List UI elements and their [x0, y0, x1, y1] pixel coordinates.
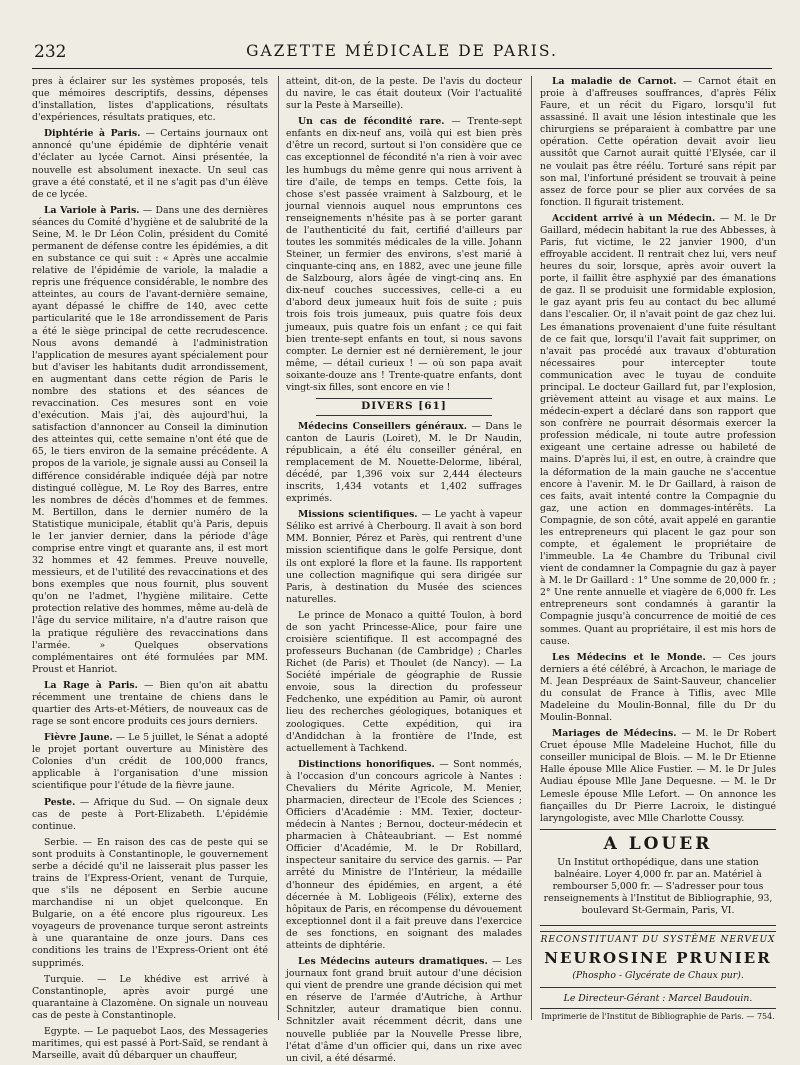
neurosine-formula: (Phospho - Glycérate de Chaux pur). [572, 970, 744, 982]
article-text: Serbie. — En raison des cas de peste qui se sont produits à Constantinople, le gouvernement serbe a décidé qu'il ne laisserait plus passer les trains de l'Express-Orient, venant de Turquie, que s'ils ne déposent en Serbie aucune marchandise ni un objet quelconque. En Bulgarie, on a été encore plus rigoureux. Les voyageurs de provenance turque seront astreints à une quarantaine de onze jours. Dans ces conditions les trains de l'Express-Orient ont été supprimés. [32, 836, 268, 969]
a-louer-ad [540, 829, 776, 926]
article-paragraph [32, 1026, 268, 1062]
article-text: — Ces jours derniers a été célébré, à Arcachon, le mariage de M. Jean Despréaux de Saint-Sauveur, chancelier du consulat de France à Tiflis, avec Mlle Madeleine du Moulin-Bonnal, fille du Dr du Moulin-Bonnal. [540, 651, 777, 724]
article-title: Diphtérie à Paris. [44, 128, 141, 140]
page-header [32, 40, 772, 69]
column-rule [278, 76, 279, 1020]
article-paragraph [540, 76, 776, 209]
article-text: — Dans le canton de Lauris (Loiret), M. le Dr Naudin, républicain, a été élu conseiller général, en remplacement de M. Nouette-Delorme, libéral, décédé, par 1,396 voix sur 2,444 électeurs inscrits, 1,434 votants et 1,402 suffrages exprimés. [286, 420, 522, 505]
article-paragraph [32, 76, 268, 124]
article-text: — M. le Dr Robert Cruet épouse Mlle Madeleine Huchot, fille du conseiller municipal de Blois. — M. le Dr Etienne Halle épouse Mlle Alice Fustier. — M. le Dr Jules Audiau épouse Mlle Jane Dequesne. — M. le Dr Lemesle épouse Mlle Lefort. — On annonce les fiançailles du Dr Pierre Lacroix, le distingué laryngologiste, avec Mlle Charlotte Coussy. [540, 728, 776, 824]
article-paragraph [540, 652, 776, 724]
article-paragraph [286, 76, 522, 112]
article-title: Les Médecins auteurs dramatiques. [298, 956, 488, 968]
article-title: Les Médecins et le Monde. [552, 651, 706, 663]
article-text: Turquie. — Le khédive est arrivé à Constantinople, après avoir purgé une quarantaine à Clazomène. On signale un nouveau cas de peste à Constantinople. [32, 973, 268, 1021]
article-title: Médecins Conseillers généraux. [298, 420, 468, 432]
article-paragraph [32, 680, 268, 728]
article-title: La Rage à Paris. [44, 679, 138, 691]
running-title: GAZETTE MÉDICALE DE PARIS. [246, 42, 558, 60]
article-text: — Les journaux font grand bruit autour d'une décision qui vient de prendre une grande décision qui met en réserve de l'armée d'Autriche, à Arthur Schnitzler, auteur dramatique bien connu. Schnitzler avait récemment décrit, dans une nouvelle publiée par la Nouvelle Presse libre, l'état d'âme d'un officier qui, dans un rixe avec un civil, a été désarmé. [286, 956, 523, 1064]
column-left [32, 76, 269, 1062]
page-number: 232 [34, 42, 67, 62]
article-title: Fièvre Jaune. [44, 732, 113, 744]
column-middle [286, 76, 523, 1064]
article-text: Le prince de Monaco a quitté Toulon, à bord de son yacht Princesse-Alice, pour faire une croisière scientifique. Il est accompagné des professeurs Buchanan (de Cambridge) ; Charles Richet (de Paris) et Thoulet (de Nancy). — La Société impériale de géographie de Russie envoie, sous la direction du professeur Fedchenko, une expédition au Pamir, où auront lieu des recherches géologiques, botaniques et zoologiques. Cette expédition, qui ira d'Andidchan à la frontière de l'Inde, est actuellement à Tachkend. [286, 609, 522, 754]
article-text: — Carnot était en proie à d'affreuses souffrances, d'après Félix Faure, et un récit du Figaro, lorsqu'il fut assassiné. Il avait une lésion intestinale que les chirurgiens se préparaient à combattre par une opération. Cette opération devait avoir lieu aussitôt que Carnot aurait quitté l'Elysée, car il ne voulait pas être réélu. Torturé sans répit par son mal, l'infortuné président se trouvait à peine assez de force pour se plier aux corvées de sa fonction. Il figurait tristement. [540, 76, 776, 208]
neurosine-brand: NEUROSINE PRUNIER [544, 948, 772, 967]
article-paragraph [32, 974, 268, 1022]
article-paragraph [32, 837, 268, 970]
article-text: — Bien qu'on ait abattu récemment une trentaine de chiens dans le quartier des Arts-et-Métiers, de nouveaux cas de rage se sont encore produits ces jours derniers. [32, 679, 268, 728]
article-paragraph [32, 797, 268, 833]
article-text: — Le 5 juillet, le Sénat a adopté le projet portant ouverture au Ministère des Colonies d'un crédit de 100,000 francs, applicable à l'organisation d'une mission scientifique pour l'étude de la fièvre jaune. [32, 732, 269, 792]
article-title: Missions scientifiques. [298, 509, 418, 521]
column-right [540, 76, 776, 1020]
neurosine-tagline: RECONSTITUANT DU SYSTÈME NERVEUX [540, 935, 776, 946]
article-text: — Afrique du Sud. — On signale deux cas de peste à Port-Elizabeth. L'épidémie continue. [32, 796, 268, 832]
article-title: Distinctions honorifiques. [298, 758, 435, 770]
column-right-articles [540, 76, 776, 825]
article-paragraph [32, 205, 268, 676]
article-text: atteint, dit-on, de la peste. De l'avis du docteur du navire, le cas était douteux (Voir l'actualité sur la Peste à Marseille). [286, 76, 522, 112]
article-text: — Dans une des dernières séances du Comité d'hygiène et de salubrité de la Seine, M. le Dr Léon Colin, président du Comité permanent de défense contre les épidémies, a dit en substance ce qui suit : « Après une accalmie relative de l'épidémie de variole, la maladie a repris une fréquence considérable, le nombre des atteintes, au cours de l'avant-dernière semaine, ayant dépassé le chiffre de 140, avec cette particularité que le 18e arrondissement de Paris a été le siège principal de cette recrudescence. Nous avons demandé à l'administration l'application de mesures ayant spécialement pour but d'aviser les habitants dudit arrondissement, en augmentant dans cette région de Paris le nombre des stations et des séances de revaccination. Ces mesures sont en voie d'exécution. Mais j'ai, dès aujourd'hui, la satisfaction d'annoncer au Conseil la diminution des atteintes qui, cette semaine n'ont été que de 65, le tiers environ de la semaine précédente. A propos de la variole, je signale aussi au Conseil la différence considérable indiquée déjà par notre distingué collègue, M. Le Roy des Barres, entre les nombres de décès d'hommes et de femmes. M. Bertillon, dans le dernier numéro de la Statistique municipale, établit qu'à Paris, depuis le 1er janvier dernier, dans la période d'âge comprise entre vingt et quarante ans, il est mort 32 hommes et 42 femmes. Preuve nouvelle, messieurs, et de l'utilité des revaccinations et des bons exemples que nous fournit, plus souvent qu'on ne l'admet, l'hygiène militaire. Cette protection relative des hommes, même au-delà de l'âge du service militaire, n'a d'autre raison que la pratique régulière des revaccinations dans l'armée. » Quelques observations complémentaires ont été formulées par MM. Proust et Hanriot. [32, 204, 269, 675]
article-paragraph [32, 128, 268, 200]
article-title: Un cas de fécondité rare. [298, 116, 445, 128]
directeur-gerant: Le Directeur-Gérant : Marcel Baudouin. [540, 993, 776, 1009]
imprimerie-line: Imprimerie de l'Institut de Bibliographie de Paris. — 754. [541, 1011, 775, 1021]
article-text: — M. le Dr Gaillard, médecin habitant la rue des Abbesses, à Paris, fut victime, le 22 janvier 1900, d'un effroyable accident. Il rentrait chez lui, vers neuf heures du soir, lorsque, après avoir ouvert la porte, il faillit être asphyxié par des émanations de gaz. Il se produisit une formidable explosion, le gaz ayant pris feu au contact du bec allumé dans l'escalier. Or, il n'avait point de gaz chez lui. Les émanations provenaient d'une fuite résultant de ce fait que, lorsqu'il l'avait fait supprimer, on n'avait pas procédé aux travaux d'obturation nécessaires pour intercepter toute communication avec le tuyau de conduite principal. Le docteur Gaillard fut, par l'explosion, grièvement atteint au visage et aux mains. Le médecin-expert a déclaré dans son rapport que son confrère ne pourrait désormais exercer la profession médicale, ni toute autre profession exigeant une certaine adresse ou habileté de mains. D'après lui, il est, en outre, à craindre que la déformation de la main gauche ne s'accentue encore à l'avenir. M. le Dr Gaillard, à raison de ces faits, avait intenté contre la Compagnie du gaz, une action en dommages-intérêts. La Compagnie, de son côté, avait appelé en garantie les entrepreneurs qui placent le gaz pour son compte, et également le propriétaire de l'immeuble. La 4e Chambre du Tribunal civil vient de condamner la Compagnie du gaz à payer à M. le Dr Gaillard : 1° Une somme de 20,000 fr. ; 2° Une rente annuelle et viagère de 6,000 fr. Les entrepreneurs sont condamnés à garantir la Compagnie jusqu'à concurrence de moitié de ces sommes. Quant au propriétaire, il est mis hors de cause. [540, 212, 776, 647]
article-title: La Variole à Paris. [44, 204, 140, 216]
section-heading-divers: DIVERS [61] [316, 398, 492, 416]
article-title: Peste. [44, 796, 76, 808]
article-text: — Le yacht à vapeur Séliko est arrivé à Cherbourg. Il avait à son bord MM. Bonnier, Pérez et Parès, qui rentrent d'une mission scientifique dans le golfe Persique, dont ils ont exploré la flore et la faune. Ils rapportent une collection magnifique qui sera dirigée sur Paris, à destination du Musée des sciences naturelles. [286, 509, 522, 605]
column-rule [531, 76, 532, 1020]
article-text: — Certains journaux ont annoncé qu'une épidémie de diphtérie venait d'éclater au lycée Carnot. Ainsi présentée, la nouvelle est absolument inexacte. Un seul cas grave a été constaté, et il ne s'agit pas d'un élève de ce lycée. [32, 128, 268, 200]
article-text: — Sont nommés, à l'occasion d'un concours agricole à Nantes : Chevaliers du Mérite Agricole, M. Menier, pharmacien, directeur de l'Ecole des Sciences ; Officiers d'Académie : MM. Texier, docteur-médecin à Nantes ; Bernou, docteur-médecin et pharmacien à Châteaubriant. — Est nommé Officier d'Académie, M. le Dr Robillard, inspecteur sanitaire du service des garnis. — Par arrêté du Ministre de l'Intérieur, la médaille d'honneur des épidémies, en argent, a été décernée à M. Lobligeois (Félix), externe des hôpitaux de Paris, en récompense du dévouement exceptionnel dont il a fait preuve dans l'exercice de ses fonctions, en soignant des malades atteints de diphtérie. [286, 758, 523, 951]
neurosine-ad [540, 931, 776, 987]
article-paragraph [540, 728, 776, 825]
article-title: Mariages de Médecins. [552, 728, 677, 740]
article-text: pres à éclairer sur les systèmes proposés, tels que mémoires descriptifs, dessins, dépenses d'installation, listes d'applications, résultats d'expériences, résultats pratiques, etc. [32, 76, 268, 124]
article-paragraph [286, 116, 522, 394]
article-text: Egypte. — Le paquebot Laos, des Messageries maritimes, qui est passé à Port-Saïd, se rendant à Marseille, avait dû débarquer un chauffeur, [32, 1025, 268, 1062]
article-title: Accident arrivé à un Médecin. [552, 212, 716, 224]
a-louer-text: Un Institut orthopédique, dans une station balnéaire. Loyer 4,000 fr. par an. Matériel à rembourser 5,000 fr. — S'adresser pour tous renseignements à l'Institut de Bibliographie, 93, boulevard St-Germain, Paris, VI. [543, 856, 773, 917]
article-paragraph [286, 610, 522, 755]
article-paragraph [286, 509, 522, 606]
a-louer-title: A LOUER [603, 833, 713, 854]
article-paragraph [32, 732, 268, 792]
article-paragraph [540, 213, 776, 648]
article-text: — Trente-sept enfants en dix-neuf ans, voilà qui est bien près d'être un record, surtout si l'on considère que ce cas exceptionnel de fécondité n'a rien à voir avec les humbugs du même genre qui nous arrivent à tire d'aile, de temps en temps. Cette fois, la chose s'est passée vraiment à Salzbourg, et le journal viennois auquel nous empruntons ces renseignements n'hésite pas à se porter garant de l'authenticité du fait, certifié d'ailleurs par toutes les sommités médicales de la ville. Johann Steiner, un fermier des environs, s'est marié à cinquante-cinq ans, en 1882, avec une jeune fille de Salzbourg, alors âgée de vingt-cinq ans. En dix-neuf couches successives, celle-ci a eu d'abord deux jumeaux huit fois de suite ; puis trois fois trois jumeaux, puis quatre fois deux jumeaux, puis quatre fois un enfant ; ce qui fait bien trente-sept enfants en tout, si nous savons compter. Le dernier est né dernièrement, le jour même, — détail curieux ! — où son papa avait soixante-douze ans ! Trente-quatre enfants, dont vingt-six filles, sont encore en vie ! [286, 116, 522, 393]
article-paragraph [286, 759, 522, 952]
article-paragraph [286, 421, 522, 506]
article-title: La maladie de Carnot. [552, 76, 677, 87]
article-paragraph [286, 956, 522, 1065]
